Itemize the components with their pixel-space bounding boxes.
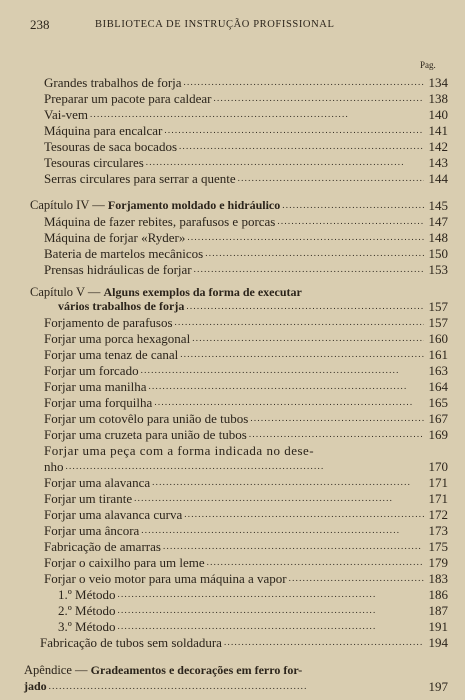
toc-entry: Forjar um tirante . . . 171 xyxy=(44,490,448,506)
toc-entry: Forjar uma alavanca curva . . . 172 xyxy=(44,506,448,522)
toc-entry: Forjar o veio motor para uma máquina a vapor . . . 183 xyxy=(44,570,448,586)
toc-entry-cont: nho . . . 170 xyxy=(44,458,448,474)
toc-entry: Forjar uma peça com a forma indicada no dese- xyxy=(44,443,315,458)
toc-entry: Serras circulares para serrar a quente . . . 144 xyxy=(44,170,448,186)
toc-entry: Forjamento de parafusos . . . 157 xyxy=(44,314,448,330)
chapter-heading: Capítulo IV — Forjamento moldado e hidráulico . . . 145 xyxy=(30,197,448,213)
toc-subentry: 1.º Método . . . 186 xyxy=(58,586,448,602)
toc-entry: Fabricação de amarras . . . 175 xyxy=(44,538,448,554)
toc-entry: Grandes trabalhos de forja . . . 134 xyxy=(44,74,448,90)
toc-subentry: 2.º Método . . . 187 xyxy=(58,602,448,618)
toc-entry: Fabricação de tubos sem soldadura . . . 194 xyxy=(40,634,448,650)
toc-entry: Forjar um forcado . . . 163 xyxy=(44,362,448,378)
chapter-heading-cont: vários trabalhos de forja . . . 157 xyxy=(58,298,448,314)
toc-entry: Forjar uma forquilha . . . 165 xyxy=(44,394,448,410)
toc-entry: Forjar uma âncora . . . 173 xyxy=(44,522,448,538)
toc-entry: Máquina para encalcar . . . 141 xyxy=(44,122,448,138)
toc-entry: Preparar um pacote para caldear . . . 138 xyxy=(44,90,448,106)
toc-entry: Forjar uma cruzeta para união de tubos . . . 169 xyxy=(44,426,448,442)
pag-label: Pag. xyxy=(420,60,436,70)
appendix-heading-cont: jado . . . 197 xyxy=(24,678,448,694)
toc-entry: Tesouras de saca bocados . . . 142 xyxy=(44,138,448,154)
toc-entry: Forjar um cotovêlo para união de tubos . . . 167 xyxy=(44,410,448,426)
toc-entry: Forjar uma tenaz de canal . . . 161 xyxy=(44,346,448,362)
toc-entry: Máquina de forjar «Ryder» . . . 148 xyxy=(44,229,448,245)
toc-entry: Forjar uma alavanca . . . 171 xyxy=(44,474,448,490)
toc-entry: Máquina de fazer rebites, parafusos e porcas . . . 147 xyxy=(44,213,448,229)
toc-entry: Tesouras circulares . . . 143 xyxy=(44,154,448,170)
toc-entry: Bateria de martelos mecânicos . . . 150 xyxy=(44,245,448,261)
running-title: BIBLIOTECA DE INSTRUÇÃO PROFISSIONAL xyxy=(95,19,335,30)
toc-entry: Prensas hidráulicas de forjar . . . 153 xyxy=(44,261,448,277)
toc-entry: Forjar uma manilha . . . 164 xyxy=(44,378,448,394)
appendix-heading: Apêndice — Gradeamentos e decorações em ferro for- xyxy=(24,663,303,677)
toc-entry: Forjar o caixilho para um leme . . . 179 xyxy=(44,554,448,570)
toc-entry: Forjar uma porca hexagonal . . . 160 xyxy=(44,330,448,346)
page-number: 238 xyxy=(30,17,50,32)
toc-entry: Vai-vem . . . 140 xyxy=(44,106,448,122)
chapter-heading: Capítulo V — Alguns exemplos da forma de executar xyxy=(30,285,302,299)
toc-subentry: 3.º Método . . . 191 xyxy=(58,618,448,634)
